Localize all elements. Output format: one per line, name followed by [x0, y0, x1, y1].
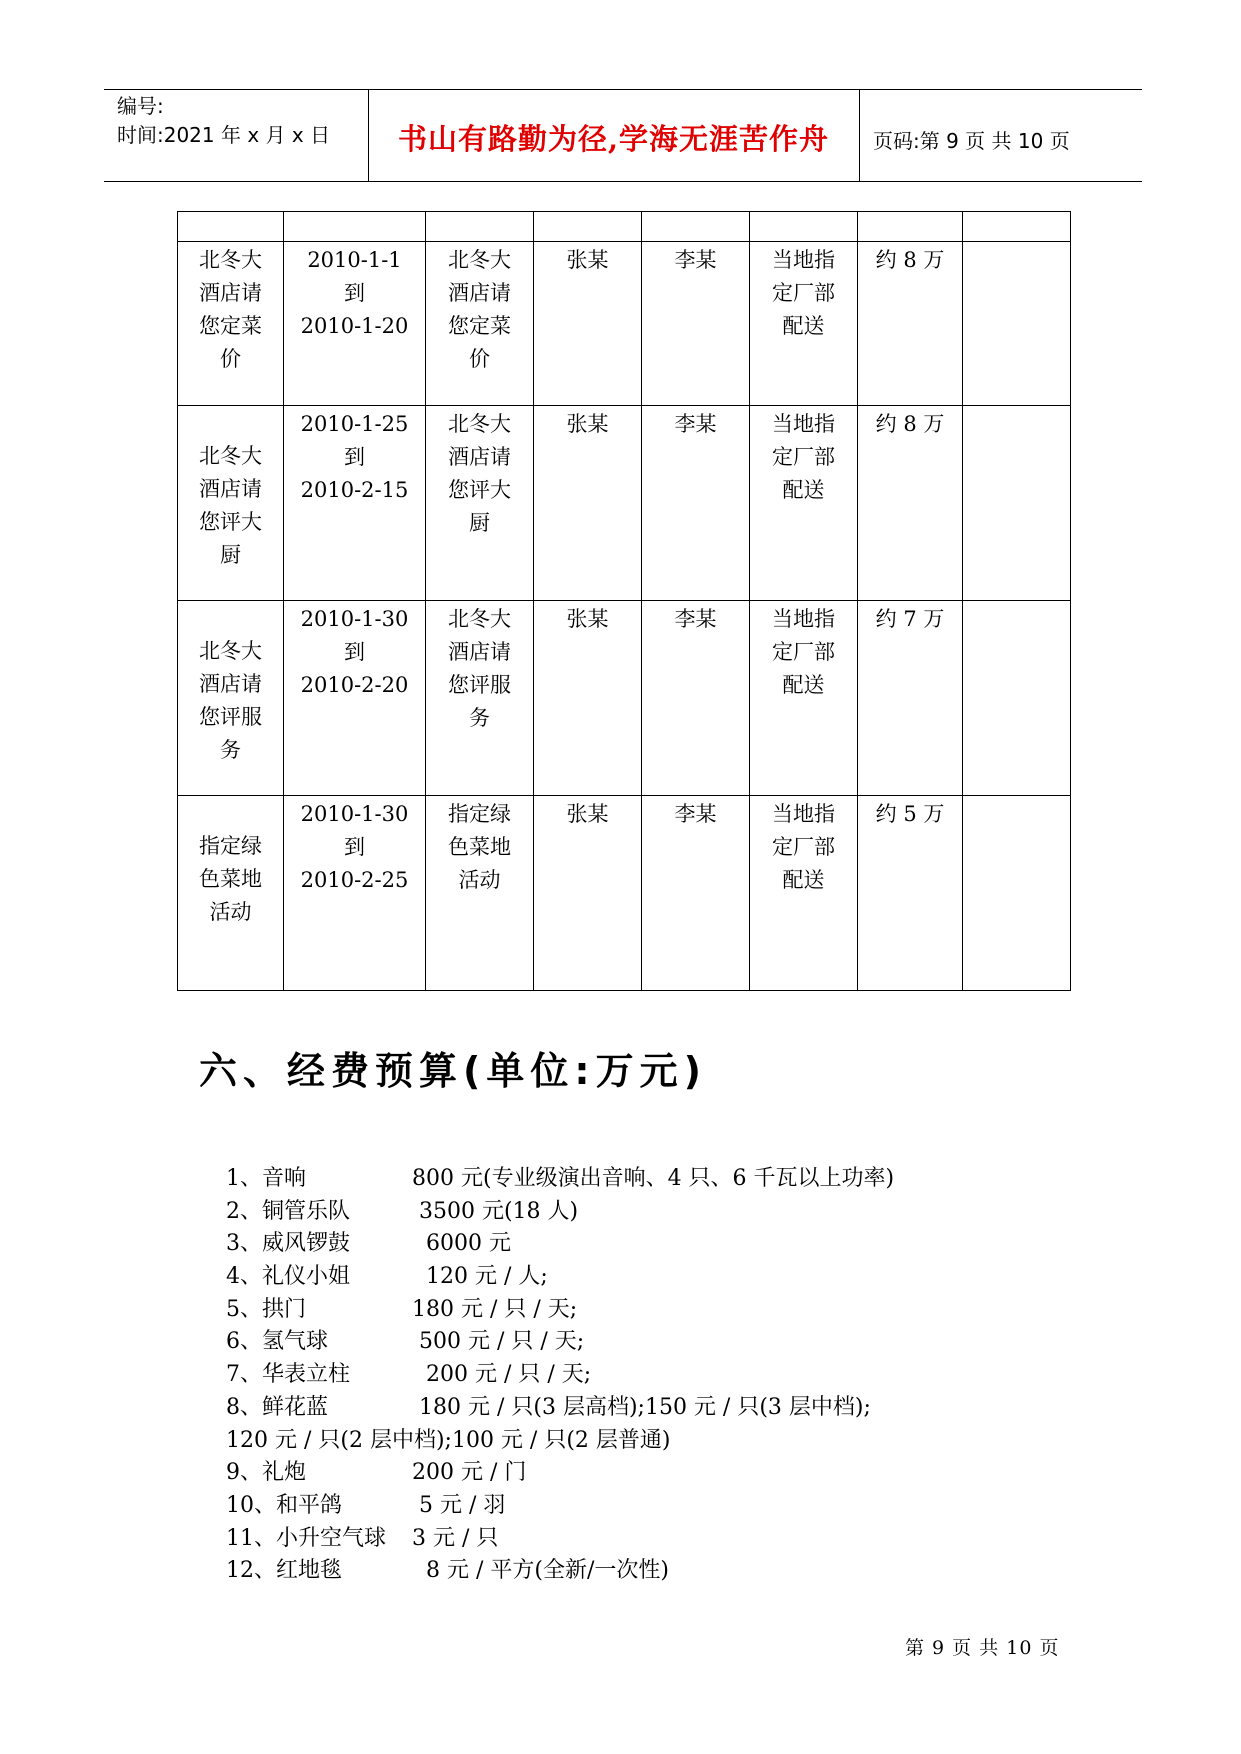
cell-line: 北冬大 — [199, 248, 262, 272]
cell-line: 活动 — [458, 868, 501, 892]
cell-line: 酒店请 — [448, 445, 511, 469]
budget-continuation-line: 120 元 / 只(2 层中档);100 元 / 只(2 层普通) — [226, 1427, 671, 1453]
page-footer: 第 9 页 共 10 页 — [905, 1637, 1060, 1659]
budget-item-cost: 3 元 / 只 — [412, 1525, 499, 1551]
list-item — [226, 1359, 894, 1392]
budget-item-name: 12、红地毯 — [226, 1558, 342, 1584]
budget-item-cost: 180 元 / 只(3 层高档);150 元 / 只(3 层中档); — [412, 1394, 871, 1420]
amount-cell — [858, 601, 963, 796]
amount-cell — [858, 796, 963, 991]
cell-line: 您评服 — [448, 673, 511, 697]
list-item — [226, 1294, 894, 1327]
list-item — [226, 1490, 894, 1523]
activity-cell — [426, 601, 534, 796]
header-motto: 书山有路勤为径,学海无涯苦作舟 — [397, 122, 830, 156]
cell-line: 您定菜 — [448, 314, 511, 338]
budget-item-cost: 200 元 / 只 / 天; — [412, 1362, 592, 1388]
extra-cell — [963, 796, 1071, 991]
event-name-cell — [178, 242, 284, 406]
table-cell — [963, 212, 1071, 242]
cell-line: 配送 — [782, 673, 825, 697]
budget-item-name: 5、拱门 — [226, 1296, 306, 1322]
header-top-rule — [104, 89, 1142, 90]
cell-line: 2010-1-1 — [307, 248, 402, 272]
cell-line: 酒店请 — [448, 640, 511, 664]
table-row — [178, 601, 1071, 796]
cell-line: 价 — [469, 347, 490, 371]
cell-line: 2010-2-25 — [300, 868, 409, 892]
table-cell — [426, 212, 534, 242]
cell-line: 色菜地 — [448, 835, 511, 859]
cell-line: 酒店请 — [448, 281, 511, 305]
date-range-cell — [284, 601, 426, 796]
budget-item-cost: 180 元 / 只 / 天; — [412, 1296, 578, 1322]
budget-item-name: 4、礼仪小姐 — [226, 1264, 350, 1290]
delivery-cell — [750, 406, 858, 601]
table-header-row — [178, 212, 1071, 242]
header-left-block — [117, 92, 330, 150]
budget-item-cost: 800 元(专业级演出音响、4 只、6 千瓦以上功率) — [412, 1166, 895, 1191]
cell-text: 约 7 万 — [875, 607, 945, 631]
activity-cell — [426, 796, 534, 991]
table-cell — [642, 212, 750, 242]
list-item — [226, 1523, 894, 1556]
delivery-cell — [750, 601, 858, 796]
cell-line: 到 — [344, 835, 365, 859]
cell-line: 厨 — [220, 543, 241, 567]
cell-line: 当地指 — [772, 607, 835, 631]
budget-item-cost: 120 元 / 人; — [412, 1264, 548, 1290]
table-row — [178, 796, 1071, 991]
amount-cell — [858, 406, 963, 601]
extra-cell — [963, 601, 1071, 796]
cell-line: 价 — [220, 347, 241, 371]
budget-item-name: 6、氢气球 — [226, 1329, 328, 1355]
budget-item-cost: 3500 元(18 人) — [412, 1198, 579, 1224]
cell-line: 配送 — [782, 868, 825, 892]
cell-line: 北冬大 — [448, 412, 511, 436]
person2-cell — [642, 242, 750, 406]
cell-line: 当地指 — [772, 248, 835, 272]
cell-line: 到 — [344, 445, 365, 469]
cell-line: 当地指 — [772, 412, 835, 436]
cell-text: 李某 — [674, 412, 717, 436]
budget-item-name: 1、音响 — [226, 1166, 306, 1191]
budget-item-name: 2、铜管乐队 — [226, 1198, 350, 1224]
cell-line: 定厂部 — [772, 835, 835, 859]
cell-line: 活动 — [209, 900, 252, 924]
person1-cell — [534, 601, 642, 796]
table-cell — [178, 212, 284, 242]
table-cell — [858, 212, 963, 242]
cell-line: 2010-2-20 — [300, 673, 409, 697]
cell-line: 酒店请 — [199, 672, 262, 696]
cell-line: 当地指 — [772, 802, 835, 826]
budget-item-cost: 500 元 / 只 / 天; — [412, 1329, 585, 1355]
section-title: 六、经费预算(单位:万元) — [199, 1049, 707, 1093]
cell-line: 到 — [344, 640, 365, 664]
person2-cell — [642, 406, 750, 601]
person1-cell — [534, 796, 642, 991]
delivery-cell — [750, 242, 858, 406]
cell-line: 配送 — [782, 314, 825, 338]
cell-line: 您评大 — [448, 478, 511, 502]
cell-line: 北冬大 — [199, 444, 262, 468]
cell-line: 2010-1-30 — [300, 802, 409, 826]
budget-item-name: 11、小升空气球 — [226, 1525, 386, 1551]
list-item — [226, 1392, 894, 1425]
cell-line: 定厂部 — [772, 445, 835, 469]
cell-line: 北冬大 — [199, 639, 262, 663]
delivery-cell — [750, 796, 858, 991]
list-item — [226, 1457, 894, 1490]
cell-text: 张某 — [566, 248, 609, 272]
table-row — [178, 406, 1071, 601]
cell-line: 厨 — [469, 511, 490, 535]
person1-cell — [534, 406, 642, 601]
cell-line: 务 — [220, 738, 241, 762]
budget-item-name: 10、和平鸽 — [226, 1492, 342, 1518]
amount-cell — [858, 242, 963, 406]
event-name-cell — [178, 601, 284, 796]
cell-text: 李某 — [674, 607, 717, 631]
budget-item-name: 8、鲜花蓝 — [226, 1394, 328, 1420]
cell-line: 北冬大 — [448, 248, 511, 272]
date-range-cell — [284, 242, 426, 406]
cell-text: 约 5 万 — [875, 802, 945, 826]
cell-line: 2010-2-15 — [300, 478, 409, 502]
cell-line: 务 — [469, 706, 490, 730]
cell-line: 您评大 — [199, 510, 262, 534]
cell-line: 定厂部 — [772, 281, 835, 305]
event-name-cell — [178, 406, 284, 601]
list-item — [226, 1555, 894, 1588]
list-item — [226, 1228, 894, 1261]
budget-item-name: 9、礼炮 — [226, 1460, 306, 1486]
table-cell — [750, 212, 858, 242]
budget-list — [226, 1163, 894, 1588]
person2-cell — [642, 601, 750, 796]
budget-item-name: 7、华表立柱 — [226, 1362, 350, 1388]
cell-text: 李某 — [674, 802, 717, 826]
cell-text: 张某 — [566, 412, 609, 436]
cell-text: 李某 — [674, 248, 717, 272]
budget-item-cost: 5 元 / 羽 — [412, 1492, 506, 1518]
extra-cell — [963, 242, 1071, 406]
cell-line: 指定绿 — [448, 802, 511, 826]
cell-line: 2010-1-25 — [300, 412, 409, 436]
activity-cell — [426, 406, 534, 601]
person1-cell — [534, 242, 642, 406]
cell-line: 酒店请 — [199, 477, 262, 501]
person2-cell — [642, 796, 750, 991]
cell-line: 2010-1-20 — [300, 314, 409, 338]
cell-line: 您定菜 — [199, 314, 262, 338]
cell-line: 配送 — [782, 478, 825, 502]
date-range-cell — [284, 796, 426, 991]
budget-item-name: 3、威风锣鼓 — [226, 1231, 350, 1257]
cell-text: 张某 — [566, 607, 609, 631]
cell-text: 约 8 万 — [875, 412, 945, 436]
cell-line: 到 — [344, 281, 365, 305]
budget-item-cost: 6000 元 — [412, 1231, 511, 1257]
cell-text: 张某 — [566, 802, 609, 826]
table-row — [178, 242, 1071, 406]
header-time-label: 时间:2021 年 x 月 x 日 — [117, 123, 331, 147]
list-item — [226, 1326, 894, 1359]
cell-line: 酒店请 — [199, 281, 262, 305]
header-bottom-rule — [104, 181, 1142, 182]
cell-line: 您评服 — [199, 705, 262, 729]
budget-item-cost: 8 元 / 平方(全新/一次性) — [412, 1558, 669, 1584]
list-item — [226, 1163, 894, 1196]
extra-cell — [963, 406, 1071, 601]
cell-line: 色菜地 — [199, 867, 262, 891]
activity-cell — [426, 242, 534, 406]
header-number-label: 编号: — [117, 94, 164, 118]
cell-line: 2010-1-30 — [300, 607, 409, 631]
list-item — [226, 1261, 894, 1294]
table-cell — [284, 212, 426, 242]
header-divider-right — [859, 89, 860, 181]
budget-item-cost: 200 元 / 门 — [412, 1460, 527, 1486]
cell-line: 指定绿 — [199, 834, 262, 858]
cell-text: 约 8 万 — [875, 248, 945, 272]
cell-line: 定厂部 — [772, 640, 835, 664]
cell-line: 北冬大 — [448, 607, 511, 631]
event-name-cell — [178, 796, 284, 991]
table-cell — [534, 212, 642, 242]
schedule-table — [177, 211, 1071, 991]
date-range-cell — [284, 406, 426, 601]
list-item — [226, 1196, 894, 1229]
header-page-info: 页码:第 9 页 共 10 页 — [873, 129, 1070, 153]
